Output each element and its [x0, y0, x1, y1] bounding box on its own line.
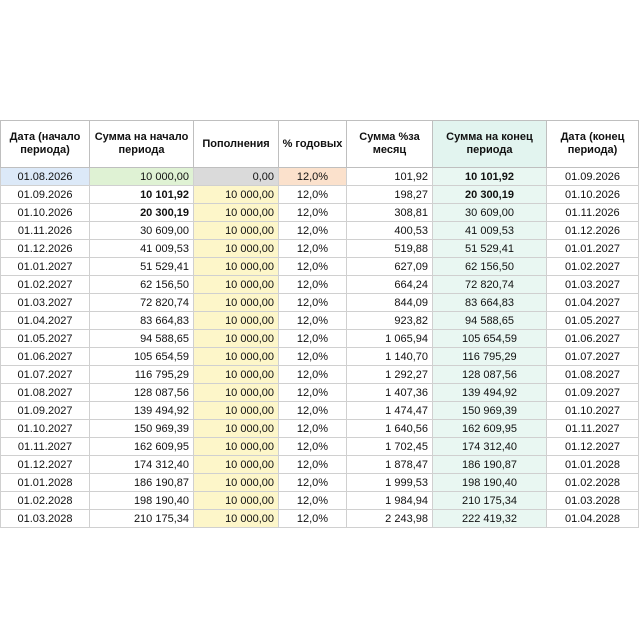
cell-topup[interactable]: 10 000,00 — [194, 276, 279, 294]
cell-topup[interactable]: 10 000,00 — [194, 384, 279, 402]
cell-date-end[interactable]: 01.02.2028 — [547, 474, 639, 492]
cell-amount-end[interactable]: 20 300,19 — [433, 186, 547, 204]
cell-amount-end[interactable]: 186 190,87 — [433, 456, 547, 474]
cell-rate[interactable]: 12,0% — [279, 510, 347, 528]
cell-amount-end[interactable]: 174 312,40 — [433, 438, 547, 456]
cell-interest[interactable]: 1 984,94 — [347, 492, 433, 510]
cell-interest[interactable]: 844,09 — [347, 294, 433, 312]
table-row — [1, 474, 639, 492]
cell-date-end[interactable]: 01.11.2026 — [547, 204, 639, 222]
cell-topup[interactable]: 10 000,00 — [194, 222, 279, 240]
cell-topup[interactable]: 10 000,00 — [194, 456, 279, 474]
cell-interest[interactable]: 1 474,47 — [347, 402, 433, 420]
cell-date-end[interactable]: 01.01.2028 — [547, 456, 639, 474]
table-row — [1, 348, 639, 366]
cell-amount-start[interactable]: 83 664,83 — [90, 312, 194, 330]
cell-amount-end[interactable]: 94 588,65 — [433, 312, 547, 330]
table-row — [1, 240, 639, 258]
cell-rate[interactable]: 12,0% — [279, 366, 347, 384]
cell-topup[interactable]: 10 000,00 — [194, 474, 279, 492]
cell-amount-start[interactable]: 10 101,92 — [90, 186, 194, 204]
cell-amount-end[interactable]: 210 175,34 — [433, 492, 547, 510]
table-row — [1, 510, 639, 528]
cell-rate[interactable]: 12,0% — [279, 168, 347, 186]
table-row — [1, 312, 639, 330]
cell-topup[interactable]: 10 000,00 — [194, 402, 279, 420]
cell-amount-end[interactable]: 116 795,29 — [433, 348, 547, 366]
cell-date-end[interactable]: 01.10.2027 — [547, 402, 639, 420]
cell-interest[interactable]: 519,88 — [347, 240, 433, 258]
cell-date-start[interactable]: 01.10.2027 — [1, 420, 90, 438]
table-row — [1, 402, 639, 420]
deposit-table — [0, 120, 639, 528]
cell-amount-start[interactable]: 150 969,39 — [90, 420, 194, 438]
cell-rate[interactable]: 12,0% — [279, 384, 347, 402]
cell-amount-end[interactable]: 139 494,92 — [433, 384, 547, 402]
cell-interest[interactable]: 1 878,47 — [347, 456, 433, 474]
table-row — [1, 294, 639, 312]
cell-date-start[interactable]: 01.02.2028 — [1, 492, 90, 510]
cell-amount-start[interactable]: 72 820,74 — [90, 294, 194, 312]
cell-rate[interactable]: 12,0% — [279, 204, 347, 222]
table-row — [1, 222, 639, 240]
header-topup[interactable]: Пополнения — [194, 121, 279, 168]
cell-date-start[interactable]: 01.06.2027 — [1, 348, 90, 366]
cell-interest[interactable]: 627,09 — [347, 258, 433, 276]
spreadsheet — [0, 120, 638, 528]
cell-amount-start[interactable]: 162 609,95 — [90, 438, 194, 456]
cell-date-start[interactable]: 01.11.2027 — [1, 438, 90, 456]
cell-amount-end[interactable]: 72 820,74 — [433, 276, 547, 294]
cell-topup[interactable]: 10 000,00 — [194, 186, 279, 204]
cell-date-end[interactable]: 01.11.2027 — [547, 420, 639, 438]
header-row — [1, 121, 639, 168]
table-row — [1, 384, 639, 402]
cell-interest[interactable]: 1 065,94 — [347, 330, 433, 348]
cell-amount-end[interactable]: 83 664,83 — [433, 294, 547, 312]
cell-date-start[interactable]: 01.02.2027 — [1, 276, 90, 294]
cell-date-start[interactable]: 01.08.2027 — [1, 384, 90, 402]
cell-date-start[interactable]: 01.09.2027 — [1, 402, 90, 420]
cell-date-end[interactable]: 01.12.2027 — [547, 438, 639, 456]
table-row — [1, 366, 639, 384]
cell-date-start[interactable]: 01.12.2026 — [1, 240, 90, 258]
cell-rate[interactable]: 12,0% — [279, 240, 347, 258]
cell-date-start[interactable]: 01.01.2027 — [1, 258, 90, 276]
cell-amount-start[interactable]: 210 175,34 — [90, 510, 194, 528]
cell-interest[interactable]: 400,53 — [347, 222, 433, 240]
cell-date-end[interactable]: 01.04.2027 — [547, 294, 639, 312]
cell-amount-start[interactable]: 174 312,40 — [90, 456, 194, 474]
cell-topup[interactable]: 10 000,00 — [194, 348, 279, 366]
cell-date-start[interactable]: 01.09.2026 — [1, 186, 90, 204]
cell-amount-end[interactable]: 105 654,59 — [433, 330, 547, 348]
cell-amount-start[interactable]: 116 795,29 — [90, 366, 194, 384]
cell-rate[interactable]: 12,0% — [279, 456, 347, 474]
table-body — [1, 168, 639, 528]
cell-interest[interactable]: 198,27 — [347, 186, 433, 204]
table-row — [1, 438, 639, 456]
cell-rate[interactable]: 12,0% — [279, 312, 347, 330]
cell-amount-start[interactable]: 128 087,56 — [90, 384, 194, 402]
cell-rate[interactable]: 12,0% — [279, 222, 347, 240]
cell-rate[interactable]: 12,0% — [279, 276, 347, 294]
table-row — [1, 420, 639, 438]
cell-amount-start[interactable]: 186 190,87 — [90, 474, 194, 492]
cell-date-end[interactable]: 01.07.2027 — [547, 348, 639, 366]
header-date-start[interactable]: Дата (начало периода) — [1, 121, 90, 168]
cell-date-end[interactable]: 01.09.2026 — [547, 168, 639, 186]
cell-amount-start[interactable]: 30 609,00 — [90, 222, 194, 240]
table-row — [1, 186, 639, 204]
cell-amount-end[interactable]: 128 087,56 — [433, 366, 547, 384]
cell-rate[interactable]: 12,0% — [279, 348, 347, 366]
cell-date-end[interactable]: 01.08.2027 — [547, 366, 639, 384]
cell-topup[interactable]: 10 000,00 — [194, 204, 279, 222]
header-date-end[interactable]: Дата (конец периода) — [547, 121, 639, 168]
cell-date-end[interactable]: 01.12.2026 — [547, 222, 639, 240]
cell-rate[interactable]: 12,0% — [279, 186, 347, 204]
cell-topup[interactable]: 10 000,00 — [194, 294, 279, 312]
cell-interest[interactable]: 101,92 — [347, 168, 433, 186]
cell-rate[interactable]: 12,0% — [279, 330, 347, 348]
cell-interest[interactable]: 1 140,70 — [347, 348, 433, 366]
table-row — [1, 276, 639, 294]
cell-amount-end[interactable]: 10 101,92 — [433, 168, 547, 186]
cell-rate[interactable]: 12,0% — [279, 474, 347, 492]
cell-interest[interactable]: 308,81 — [347, 204, 433, 222]
cell-topup[interactable]: 10 000,00 — [194, 420, 279, 438]
cell-amount-start[interactable]: 51 529,41 — [90, 258, 194, 276]
cell-topup[interactable]: 10 000,00 — [194, 510, 279, 528]
header-amount-start[interactable]: Сумма на начало периода — [90, 121, 194, 168]
table-row — [1, 456, 639, 474]
cell-topup[interactable]: 0,00 — [194, 168, 279, 186]
cell-date-start[interactable]: 01.05.2027 — [1, 330, 90, 348]
cell-date-start[interactable]: 01.10.2026 — [1, 204, 90, 222]
cell-date-start[interactable]: 01.03.2027 — [1, 294, 90, 312]
cell-amount-start[interactable]: 10 000,00 — [90, 168, 194, 186]
cell-amount-end[interactable]: 30 609,00 — [433, 204, 547, 222]
cell-amount-end[interactable]: 162 609,95 — [433, 420, 547, 438]
cell-topup[interactable]: 10 000,00 — [194, 438, 279, 456]
cell-topup[interactable]: 10 000,00 — [194, 312, 279, 330]
cell-interest[interactable]: 1 640,56 — [347, 420, 433, 438]
cell-topup[interactable]: 10 000,00 — [194, 240, 279, 258]
cell-topup[interactable]: 10 000,00 — [194, 258, 279, 276]
cell-topup[interactable]: 10 000,00 — [194, 330, 279, 348]
cell-amount-start[interactable]: 41 009,53 — [90, 240, 194, 258]
table-row — [1, 258, 639, 276]
cell-amount-start[interactable]: 62 156,50 — [90, 276, 194, 294]
table-row — [1, 204, 639, 222]
cell-date-end[interactable]: 01.02.2027 — [547, 258, 639, 276]
cell-date-end[interactable]: 01.03.2028 — [547, 492, 639, 510]
cell-interest[interactable]: 664,24 — [347, 276, 433, 294]
header-amount-end[interactable]: Сумма на конец периода — [433, 121, 547, 168]
cell-amount-end[interactable]: 222 419,32 — [433, 510, 547, 528]
table-row — [1, 492, 639, 510]
cell-topup[interactable]: 10 000,00 — [194, 492, 279, 510]
cell-date-end[interactable]: 01.06.2027 — [547, 330, 639, 348]
cell-rate[interactable]: 12,0% — [279, 420, 347, 438]
cell-date-start[interactable]: 01.12.2027 — [1, 456, 90, 474]
cell-interest[interactable]: 1 702,45 — [347, 438, 433, 456]
cell-date-start[interactable]: 01.01.2028 — [1, 474, 90, 492]
cell-rate[interactable]: 12,0% — [279, 492, 347, 510]
cell-date-end[interactable]: 01.10.2026 — [547, 186, 639, 204]
cell-rate[interactable]: 12,0% — [279, 402, 347, 420]
cell-amount-end[interactable]: 62 156,50 — [433, 258, 547, 276]
cell-date-start[interactable]: 01.04.2027 — [1, 312, 90, 330]
table-row — [1, 168, 639, 186]
cell-date-start[interactable]: 01.07.2027 — [1, 366, 90, 384]
cell-amount-end[interactable]: 198 190,40 — [433, 474, 547, 492]
header-rate[interactable]: % годовых — [279, 121, 347, 168]
cell-interest[interactable]: 1 999,53 — [347, 474, 433, 492]
cell-rate[interactable]: 12,0% — [279, 294, 347, 312]
cell-amount-start[interactable]: 198 190,40 — [90, 492, 194, 510]
cell-interest[interactable]: 2 243,98 — [347, 510, 433, 528]
cell-rate[interactable]: 12,0% — [279, 258, 347, 276]
cell-interest[interactable]: 1 292,27 — [347, 366, 433, 384]
cell-topup[interactable]: 10 000,00 — [194, 366, 279, 384]
header-interest[interactable]: Сумма %за месяц — [347, 121, 433, 168]
table-row — [1, 330, 639, 348]
cell-amount-start[interactable]: 20 300,19 — [90, 204, 194, 222]
cell-date-end[interactable]: 01.01.2027 — [547, 240, 639, 258]
cell-date-end[interactable]: 01.04.2028 — [547, 510, 639, 528]
cell-date-end[interactable]: 01.05.2027 — [547, 312, 639, 330]
cell-interest[interactable]: 1 407,36 — [347, 384, 433, 402]
cell-amount-end[interactable]: 41 009,53 — [433, 222, 547, 240]
cell-date-start[interactable]: 01.03.2028 — [1, 510, 90, 528]
cell-amount-start[interactable]: 94 588,65 — [90, 330, 194, 348]
cell-date-start[interactable]: 01.08.2026 — [1, 168, 90, 186]
cell-date-end[interactable]: 01.09.2027 — [547, 384, 639, 402]
cell-amount-end[interactable]: 51 529,41 — [433, 240, 547, 258]
cell-rate[interactable]: 12,0% — [279, 438, 347, 456]
cell-interest[interactable]: 923,82 — [347, 312, 433, 330]
cell-amount-start[interactable]: 139 494,92 — [90, 402, 194, 420]
cell-date-start[interactable]: 01.11.2026 — [1, 222, 90, 240]
cell-date-end[interactable]: 01.03.2027 — [547, 276, 639, 294]
cell-amount-end[interactable]: 150 969,39 — [433, 402, 547, 420]
cell-amount-start[interactable]: 105 654,59 — [90, 348, 194, 366]
